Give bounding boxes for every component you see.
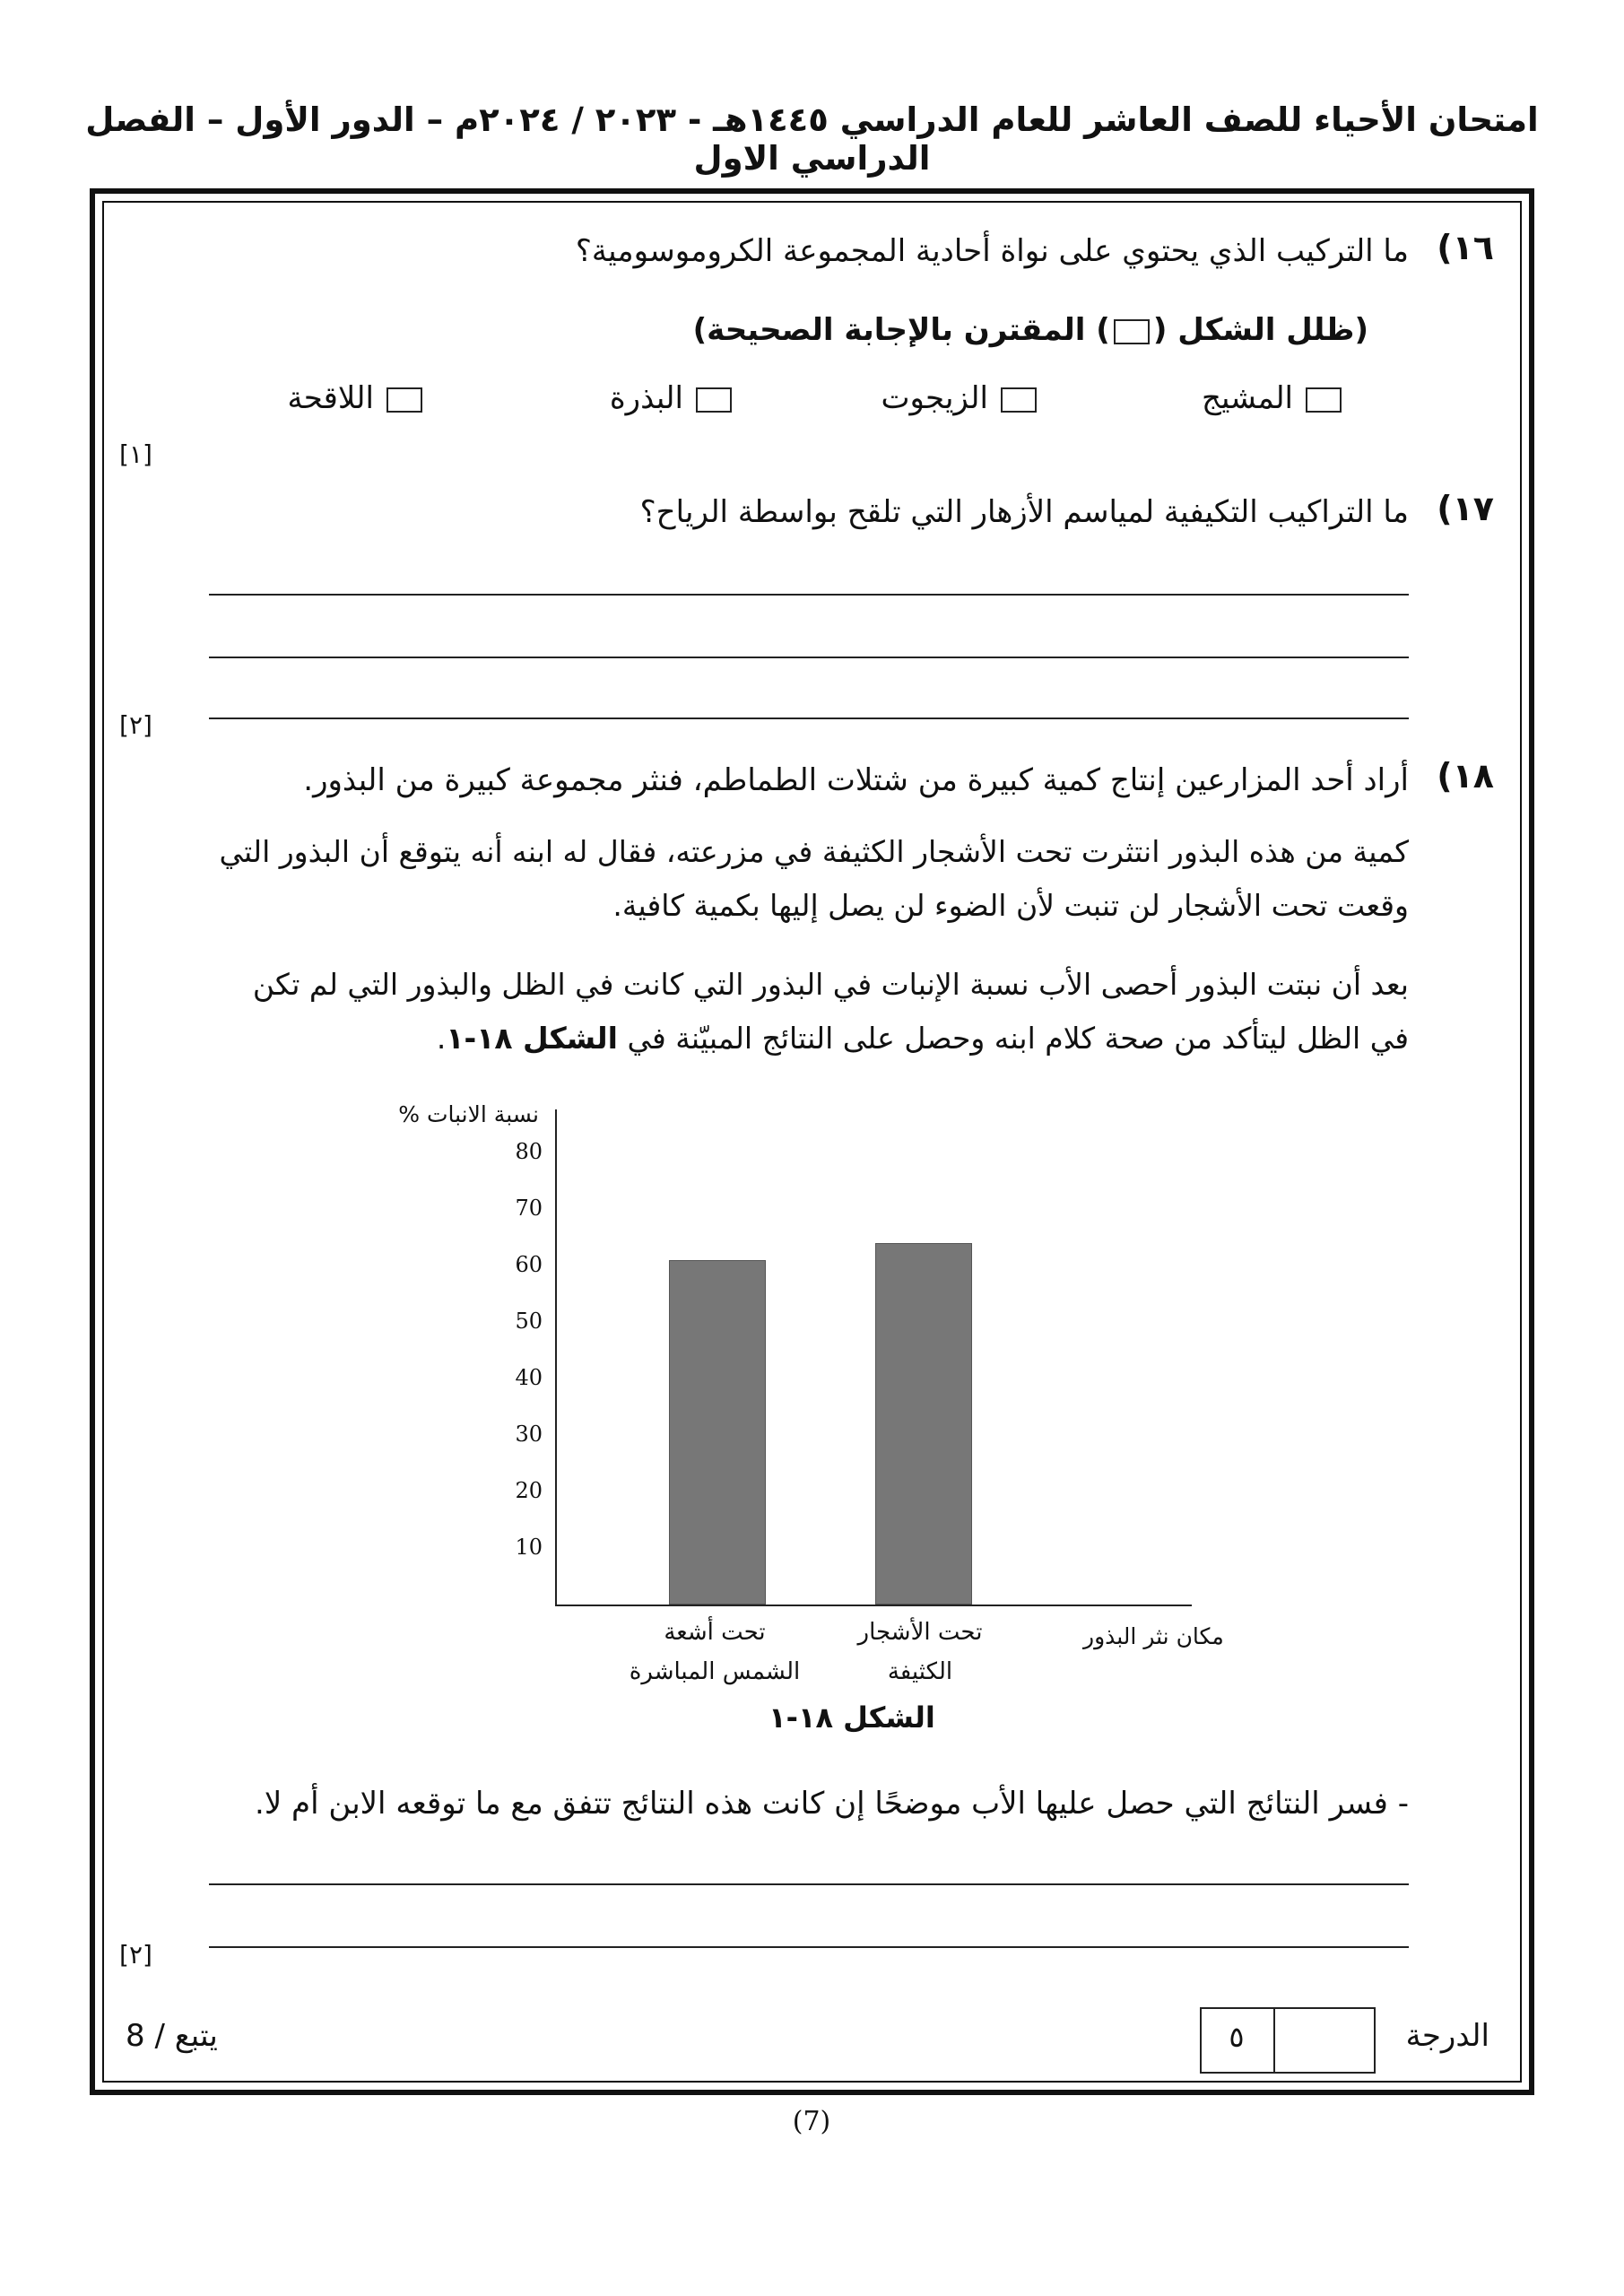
page-number: (7) <box>792 2106 831 2137</box>
q18-marks: [٢] <box>119 1940 152 1970</box>
q17-answer-line-1[interactable] <box>209 594 1409 596</box>
chart-category-2-label <box>817 1613 1023 1692</box>
q17-text: ما التراكيب التكيفية لمياسم الأزهار التي تلقح بواسطة الرياح؟ <box>639 494 1409 530</box>
chart-category-1-line1: تحت أشعة <box>664 1619 766 1646</box>
figure-caption: الشكل ١٨-١ <box>769 1700 935 1735</box>
q16-number: ١٦) <box>1437 228 1494 267</box>
q18-paragraph-3-end: . <box>436 1021 447 1056</box>
q16-option-2[interactable] <box>881 380 1037 416</box>
q18-question: - فسر النتائج التي حصل عليها الأب موضحًا إن كانت هذه النتائج تتفق مع ما توقعه الابن أم لا. <box>255 1786 1409 1822</box>
q17-number: ١٧) <box>1437 489 1494 528</box>
checkbox-option-1[interactable] <box>1306 387 1342 413</box>
q16-instruction-start: (ظلل الشكل ( <box>1152 312 1368 348</box>
checkbox-option-4[interactable] <box>386 387 422 413</box>
chart-y-tick-50: 50 <box>515 1309 543 1334</box>
q18-number: ١٨) <box>1437 756 1494 796</box>
q18-paragraph-3 <box>207 958 1409 1065</box>
checkbox-option-2[interactable] <box>1001 387 1037 413</box>
q16-option-3[interactable] <box>610 380 732 416</box>
q18-answer-line-1[interactable] <box>209 1883 1409 1885</box>
q16-text: ما التركيب الذي يحتوي على نواة أحادية المجموعة الكروموسومية؟ <box>575 233 1409 269</box>
chart-y-tick-10: 10 <box>515 1535 543 1560</box>
chart-category-2-line1: تحت الأشجار <box>857 1619 983 1646</box>
chart-y-tick-20: 20 <box>515 1478 543 1503</box>
continue-note: يتبع / 8 <box>126 2018 218 2054</box>
q16-instruction <box>693 305 1368 355</box>
chart-y-tick-70: 70 <box>515 1196 543 1221</box>
chart-x-axis-label: مكان نثر البذور <box>1083 1623 1224 1649</box>
chart-y-axis-label: نسبة الانبات % <box>398 1101 539 1127</box>
exam-header: امتحان الأحياء للصف العاشر للعام الدراسي ١٤٤٥هـ - ٢٠٢٣ / ٢٠٢٤م – الدور الأول – الفصل الدراسي الاول <box>85 100 1539 178</box>
q18-line1: أراد أحد المزارعين إنتاج كمية كبيرة من شتلات الطماطم، فنثر مجموعة كبيرة من البذور. <box>303 762 1409 798</box>
q16-option-1[interactable] <box>1202 380 1342 416</box>
chart-y-tick-80: 80 <box>515 1139 543 1164</box>
grade-label: الدرجة <box>1405 2018 1489 2054</box>
q18-paragraph-2: كمية من هذه البذور انتثرت تحت الأشجار الكثيفة في مزرعته، فقال له ابنه أنه يتوقع أن البذور التي وقعت تحت الأشجار لن تنبت لأن الضوء لن يصل إليها بكمية كافية. <box>219 834 1409 923</box>
chart-category-1-label <box>612 1613 818 1692</box>
chart-category-2-line2: الكثيفة <box>887 1658 953 1685</box>
shade-box-sample-icon <box>1114 319 1150 344</box>
chart-y-tick-60: 60 <box>515 1252 543 1277</box>
q16-option-3-label: البذرة <box>609 380 683 416</box>
q17-answer-line-3[interactable] <box>209 718 1409 719</box>
chart-y-tick-40: 40 <box>515 1365 543 1390</box>
q18-paragraph-3-start: بعد أن نبتت البذور أحصى الأب نسبة الإنبات في البذور التي كانت في الظل والبذور التي لم تكن في الظل ليتأكد من صحة كلام ابنه وحصل على النتائج المبيّنة في <box>252 967 1409 1056</box>
grade-value: ٥ <box>1229 2020 1245 2054</box>
q18-answer-line-2[interactable] <box>209 1946 1409 1948</box>
q16-option-1-label: المشيج <box>1202 380 1293 416</box>
chart-category-1-line2: الشمس المباشرة <box>629 1658 801 1685</box>
q16-instruction-end: ) المقترن بالإجابة الصحيحة) <box>692 312 1110 348</box>
q16-option-4-label: اللاقحة <box>287 380 374 416</box>
q18-figure-reference: الشكل ١٨-١ <box>446 1021 618 1056</box>
q17-marks: [٢] <box>119 710 152 740</box>
score-box-divider <box>1273 2007 1275 2074</box>
q17-answer-line-2[interactable] <box>209 657 1409 658</box>
chart-y-tick-30: 30 <box>515 1422 543 1447</box>
q16-option-4[interactable] <box>287 380 422 416</box>
q16-option-2-label: الزيجوت <box>881 380 988 416</box>
q16-marks: [١] <box>119 439 152 469</box>
checkbox-option-3[interactable] <box>696 387 732 413</box>
